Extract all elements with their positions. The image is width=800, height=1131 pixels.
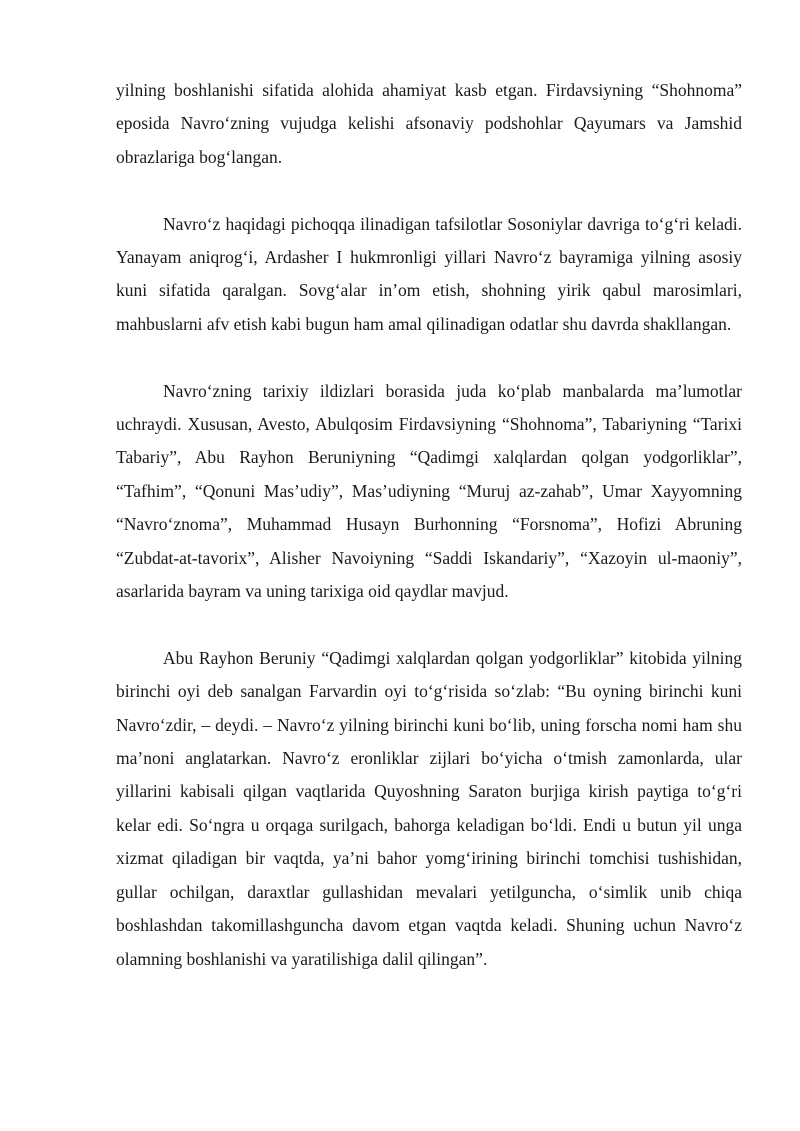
paragraph-sosoniylar: Navro‘z haqidagi pichoqqa ilinadigan tafsilotlar Sosoniylar davriga to‘g‘ri keladi. Yanayam aniqrog‘i, Ardasher I hukmronligi yillari Navro‘z bayramiga yilning asosiy kuni sifatida qaralgan. Sovg‘alar in’om etish, shohning yirik qabul marosimlari, mahbuslarni afv etish kabi bugun ham amal qilinadigan odatlar shu davrda shakllangan.: [116, 213, 742, 334]
paragraph-beruniy: Abu Rayhon Beruniy “Qadimgi xalqlardan qolgan yodgorliklar” kitobida yilning birinchi oyi deb sanalgan Farvardin oyi to‘g‘risida so‘zlab: “Bu oyning birinchi kuni Navro‘zdir, – deydi. – Navro‘z yilning birinchi kuni bo‘lib, uning forscha nomi ham shu ma’noni anglatarkan. Navro‘z eronliklar zijlari bo‘yicha o‘tmish zamonlarda, ular yillarini kabisali qilgan vaqtlarida Quyoshning Saraton burjiga kirish paytiga to‘g‘ri kelar edi. So‘ngra u orqaga surilgach, bahorga keladigan bo‘ldi. Endi u butun yil unga xizmat qiladigan bir vaqtda, ya’ni bahor yomg‘irining birinchi tomchisi tushishidan, gullar ochilgan, daraxtlar gullashidan mevalari yetilguncha, o‘simlik unib chiqa boshlashdan takomillashguncha davom etgan vaqtda keladi. Shuning uchun Navro‘z olamning boshlanishi va yaratilishiga dalil qilingan”.: [116, 647, 742, 969]
paragraph-continuation: yilning boshlanishi sifatida alohida ahamiyat kasb etgan. Firdavsiyning “Shohnoma” eposida Navro‘zning vujudga kelishi afsonaviy podshohlar Qayumars va Jamshid obrazlariga bog‘langan.: [116, 80, 742, 167]
paragraph-sources: Navro‘zning tarixiy ildizlari borasida juda ko‘plab manbalarda ma’lumotlar uchraydi. Xususan, Avesto, Abulqosim Firdavsiyning “Shohnoma”, Tabariyning “Tarixi Tabariy”, Abu Rayhon Beruniyning “Qadimgi xalqlardan qolgan yodgorliklar”, “Tafhim”, “Qonuni Mas’udiy”, Mas’udiyning “Muruj az-zahab”, Umar Xayyomning “Navro‘znoma”, Muhammad Husayn Burhonning “Forsnoma”, Hofizi Abruning “Zubdat-at-tavorix”, Alisher Navoiyning “Saddi Iskandariy”, “Xazoyin ul-maoniy”, asarlarida bayram va uning tarixiga oid qaydlar mavjud.: [116, 380, 742, 602]
body-text: [116, 74, 742, 976]
